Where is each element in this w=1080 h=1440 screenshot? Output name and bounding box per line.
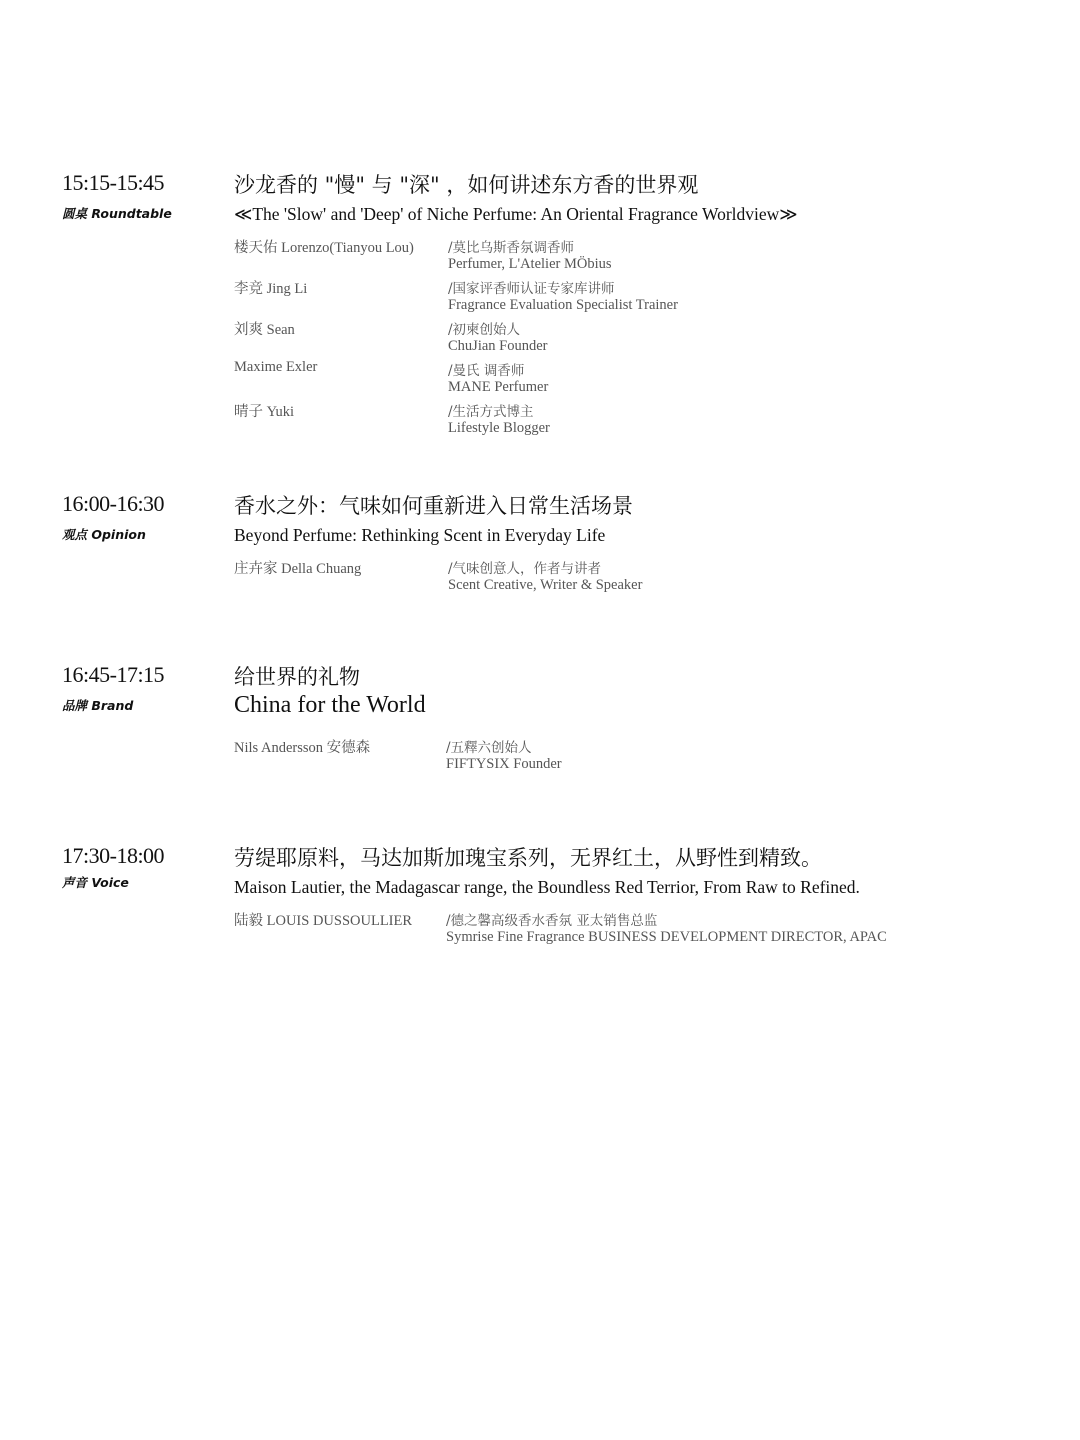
session-title-cn: 给世界的礼物 [234, 665, 360, 689]
session-title-en: China for the World [234, 692, 426, 718]
session-title-en: ≪The 'Slow' and 'Deep' of Niche Perfume: An Oriental Fragrance Worldview≫ [234, 204, 798, 224]
speaker-name: 楼天佑 Lorenzo(Tianyou Lou) [234, 240, 414, 256]
speaker-role-cn: /莫比乌斯香氛调香师 [448, 240, 575, 256]
speaker-list [0, 236, 1080, 441]
session-title-cn: 沙龙香的 "慢" 与 "深" ，如何讲述东方香的世界观 [234, 173, 699, 197]
session-time: 16:45-17:15 [62, 662, 165, 687]
session-time: 17:30-18:00 [62, 843, 165, 868]
session-title-en: Beyond Perfume: Rethinking Scent in Everyday Life [234, 525, 606, 545]
session-type: 品牌 Brand [62, 698, 134, 713]
speaker-role-en: Perfumer, L'Atelier MÖbius [448, 256, 612, 272]
session-time: 16:00-16:30 [62, 491, 165, 516]
speaker-role-en: Scent Creative, Writer & Speaker [448, 577, 643, 593]
speaker-name: 李竞 Jing Li [234, 281, 308, 297]
speaker-role-en: ChuJian Founder [448, 338, 548, 354]
speaker-list [0, 909, 1080, 950]
session-time: 15:15-15:45 [62, 170, 165, 195]
speaker-row [0, 359, 1080, 400]
session-title-cn: 劳缇耶原料，马达加斯加瑰宝系列，无界红土，从野性到精致。 [234, 846, 822, 870]
speaker-name: Maxime Exler [234, 359, 318, 375]
speaker-row [0, 736, 1080, 777]
speaker-role-en: MANE Perfumer [448, 379, 549, 395]
speaker-name: 庄卉家 Della Chuang [234, 561, 362, 577]
speaker-role-cn: /生活方式博主 [448, 404, 534, 420]
speaker-list [0, 557, 1080, 598]
speaker-row [0, 909, 1080, 950]
speaker-role-cn: /五釋六创始人 [446, 740, 532, 756]
speaker-role-cn: /国家评香师认证专家库讲师 [448, 281, 615, 297]
speaker-name: Nils Andersson 安德森 [234, 740, 371, 756]
session-type: 观点 Opinion [62, 527, 146, 542]
speaker-row [0, 318, 1080, 359]
speaker-row [0, 277, 1080, 318]
session-title-cn: 香水之外：气味如何重新进入日常生活场景 [234, 494, 633, 518]
session-title-en: Maison Lautier, the Madagascar range, the Boundless Red Terrior, From Raw to Refined. [234, 877, 860, 897]
speaker-name: 刘爽 Sean [234, 322, 295, 338]
speaker-name: 陆毅 LOUIS DUSSOULLIER [234, 913, 413, 929]
speaker-role-en: FIFTYSIX Founder [446, 756, 562, 772]
speaker-role-cn: /德之馨高级香水香氛 亚太销售总监 [446, 913, 658, 929]
speaker-name: 晴子 Yuki [234, 404, 295, 420]
speaker-role-cn: /曼氏 调香师 [448, 363, 525, 379]
speaker-role-en: Lifestyle Blogger [448, 420, 550, 436]
speaker-row [0, 400, 1080, 441]
speaker-row [0, 557, 1080, 598]
session-type: 声音 Voice [62, 875, 129, 890]
speaker-role-en: Symrise Fine Fragrance BUSINESS DEVELOPMENT DIRECTOR, APAC [446, 929, 887, 945]
speaker-role-cn: /初柬创始人 [448, 322, 521, 338]
session-type: 圆桌 Roundtable [62, 206, 172, 221]
speaker-role-cn: /气味创意人，作者与讲者 [448, 561, 602, 577]
speaker-list [0, 736, 1080, 777]
speaker-role-en: Fragrance Evaluation Specialist Trainer [448, 297, 678, 313]
speaker-row [0, 236, 1080, 277]
